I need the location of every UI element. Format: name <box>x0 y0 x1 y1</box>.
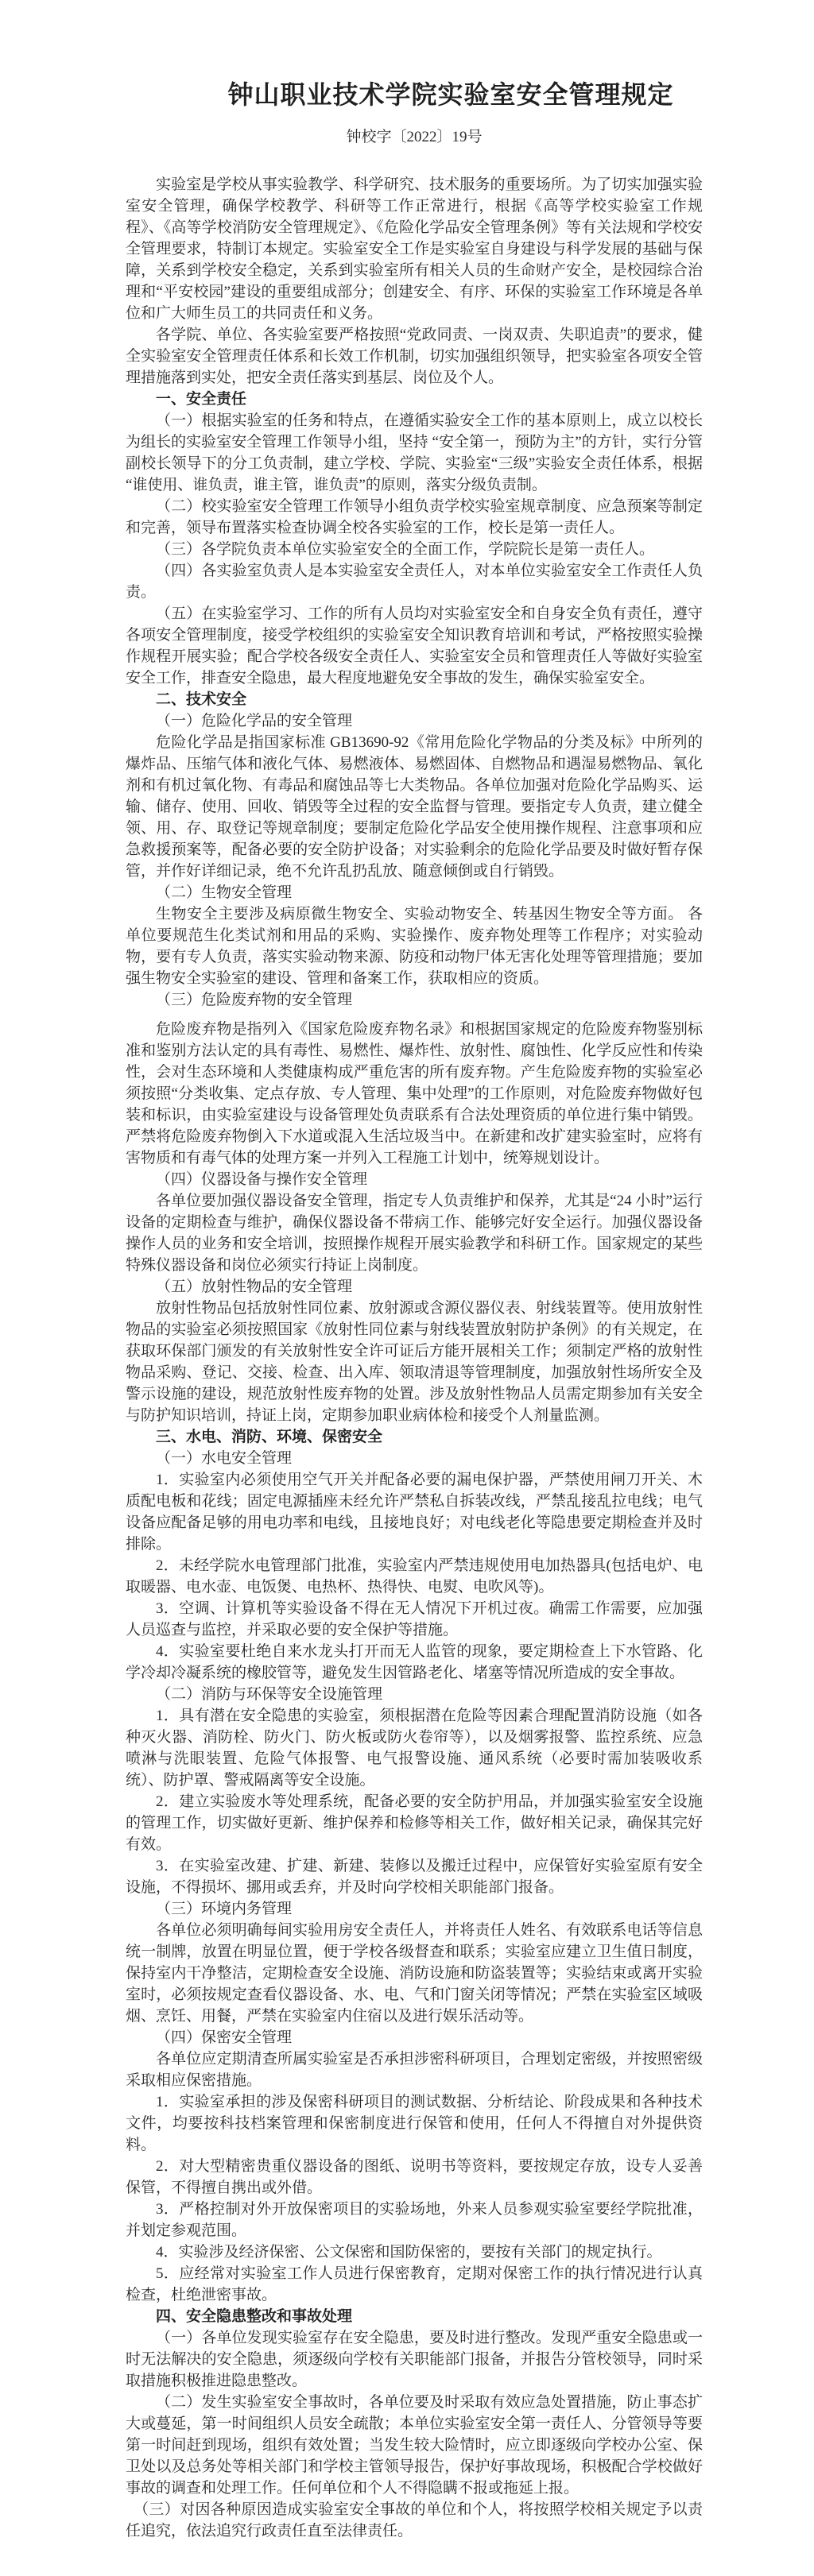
paragraph: 放射性物品包括放射性同位素、放射源或含源仪器仪表、射线装置等。使用放射性物品的实验室必须按照国家《放射性同位素与射线装置放射防护条例》的有关规定，在获取环保部门颁发的有关放射性安全许可证后方能开展相关工作；须制定严格的放射性物品采购、登记、交接、检查、出入库、领取清退等管理制度，加强放射性场所安全及警示设施的建设，规范放射性废弃物的处置。涉及放射性物品人员需定期参加有关安全与防护知识培训，持证上岗，定期参加职业病体检和接受个人剂量监测。 <box>126 1300 703 1424</box>
paragraph: 1．具有潜在安全隐患的实验室，须根据潜在危险等因素合理配置消防设施（如各种灭火器、消防栓、防火门、防火板或防火卷帘等），以及烟雾报警、监控系统、应急喷淋与洗眼装置、危险气体报警、电气报警设施、通风系统（必要时需加装吸收系统）、防护罩、警戒隔离等安全设施。 <box>126 1708 703 1789</box>
sub-heading: （二）生物安全管理 <box>156 884 293 901</box>
paragraph: （一）各单位发现实验室存在安全隐患，要及时进行整改。发现严重安全隐患或一时无法解决的安全隐患，须逐级向学校有关职能部门报备，并报告分管校领导，同时采取措施积极推进隐患整改。 <box>126 2330 703 2389</box>
sub-heading: （三）危险废弃物的安全管理 <box>156 992 353 1008</box>
sub-heading: （三）环境内务管理 <box>156 1901 293 1917</box>
section-heading: 一、安全责任 <box>156 391 247 408</box>
sub-heading: （四）仪器设备与操作安全管理 <box>156 1171 368 1188</box>
paragraph: 2．未经学院水电管理部门批准，实验室内严禁违规使用电加热器具(包括电炉、电取暖器、电水壶、电饭煲、电热杯、热得快、电熨、电吹风等)。 <box>126 1557 703 1595</box>
sub-heading: （二）消防与环保等安全设施管理 <box>156 1686 383 1703</box>
document-blocks <box>126 174 703 2542</box>
paragraph: 4．实验室要杜绝自来水龙头打开而无人监管的现象，要定期检查上下水管路、化学冷却冷凝系统的橡胶管等，避免发生因管路老化、堵塞等情况所造成的安全事故。 <box>126 1643 703 1681</box>
paragraph: 2．建立实验废水等处理系统，配备必要的安全防护用品，并加强实验室安全设施的管理工作，切实做好更新、维护保养和检修等相关工作，做好相关记录，确保其完好有效。 <box>126 1793 703 1853</box>
paragraph: （二）校实验室安全管理工作领导小组负责学校实验室规章制度、应急预案等制定和完善，领导布置落实检查协调全校各实验室的工作，校长是第一责任人。 <box>126 498 703 536</box>
sub-heading: （一）危险化学品的安全管理 <box>156 713 353 729</box>
paragraph: （二）发生实验室安全事故时，各单位要及时采取有效应急处置措施，防止事态扩大或蔓延，第一时间组织人员安全疏散；本单位实验室安全第一责任人、分管领导等要第一时间赶到现场，组织有效处置；当发生较大险情时，应立即逐级向学校办公室、保卫处以及总务处等相关部门和学校主管领导报告，保护好事故现场，积极配合学校做好事故的调查和处理工作。任何单位和个人不得隐瞒不报或拖延上报。 <box>126 2394 703 2497</box>
paragraph: （五）在实验室学习、工作的所有人员均对实验室安全和自身安全负有责任，遵守各项安全管理制度，接受学校组织的实验室安全知识教育培训和考试，严格按照实验操作规程开展实验；配合学校各级安全责任人、实验室安全员和管理责任人等做好实验室安全工作，排查安全隐患，最大程度地避免安全事故的发生，确保实验室安全。 <box>126 605 703 687</box>
sub-heading: （四）保密安全管理 <box>156 2029 293 2046</box>
paragraph: 5．应经常对实验室工作人员进行保密教育，定期对保密工作的执行情况进行认真检查，杜绝泄密事故。 <box>126 2265 703 2303</box>
paragraph: 4．实验涉及经济保密、公文保密和国防保密的，要按有关部门的规定执行。 <box>156 2244 662 2261</box>
paragraph: 危险废弃物是指列入《国家危险废弃物名录》和根据国家规定的危险废弃物鉴别标准和鉴别方法认定的具有毒性、易燃性、爆炸性、放射性、腐蚀性、化学反应性和传染性，会对生态环境和人类健康构成严重危害的所有废弃物。产生危险废弃物的实验室必须按照“分类收集、定点存放、专人管理、集中处理”的工作原则，对危险废弃物做好包装和标识，由实验室建设与设备管理处负责联系有合法处理资质的单位进行集中销毁。严禁将危险废弃物倒入下水道或混入生活垃圾当中。在新建和改扩建实验室时，应将有害物质和有毒气体的处理方案一并列入工程施工计划中，统筹规划设计。 <box>126 1021 703 1166</box>
document-content <box>126 77 703 2542</box>
section-heading: 三、水电、消防、环境、保密安全 <box>156 1429 383 1445</box>
paragraph: （三）各学院负责本单位实验室安全的全面工作，学院院长是第一责任人。 <box>156 541 655 558</box>
paragraph: 3．严格控制对外开放保密项目的实验场地，外来人员参观实验室要经学院批准，并划定参观范围。 <box>126 2201 703 2239</box>
sub-heading: （五）放射性物品的安全管理 <box>156 1278 353 1295</box>
document-number: 钟校字〔2022〕19号 <box>346 129 483 145</box>
paragraph: 各学院、单位、各实验室要严格按照“党政同责、一岗双责、失职追责”的要求，健全实验室安全管理责任体系和长效工作机制，切实加强组织领导，把实验室各项安全管理措施落到实处，把安全责任落实到基层、岗位及个人。 <box>126 327 703 386</box>
paragraph: （一）根据实验室的任务和特点，在遵循实验安全工作的基本原则上，成立以校长为组长的实验室安全管理工作领导小组，坚持 “安全第一，预防为主”的方针，实行分管副校长领导下的分工负责制，建立学校、学院、实验室“三级”实验安全责任体系，根据“谁使用、谁负责，谁主管，谁负责”的原则，落实分级负责制。 <box>126 412 703 493</box>
paragraph: 3．空调、计算机等实验设备不得在无人情况下开机过夜。确需工作需要，应加强人员巡查与监控，并采取必要的安全保护等措施。 <box>126 1600 703 1638</box>
paragraph: 生物安全主要涉及病原微生物安全、实验动物安全、转基因生物安全等方面。 各单位要规范生化类试剂和用品的采购、实验操作、废弃物处理等工作程序；对实验动物，要有专人负责，落实实验动物来源、防疫和动物尸体无害化处理等管理措施；要加强生物安全实验室的建设、管理和备案工作，获取相应的资质。 <box>126 906 703 987</box>
section-heading: 四、安全隐患整改和事故处理 <box>156 2308 353 2325</box>
paragraph: （四）各实验室负责人是本实验室安全责任人，对本单位实验室安全工作责任人负责。 <box>126 563 703 601</box>
paragraph: 2．对大型精密贵重仪器设备的图纸、说明书等资料，要按规定存放，设专人妥善保管，不得擅自携出或外借。 <box>126 2158 703 2196</box>
paragraph: 危险化学品是指国家标准 GB13690-92《常用危险化学物品的分类及标》中所列的爆炸品、压缩气体和液化气体、易燃液体、易燃固体、自燃物品和遇湿易燃物品、氧化剂和有机过氧化物、有毒品和腐蚀品等七大类物品。各单位加强对危险化学品购买、运输、储存、使用、回收、销毁等全过程的安全监督与管理。要指定专人负责，建立健全领、用、存、取登记等规章制度；要制定危险化学品安全使用操作规程、注意事项和应急救援预案等，配备必要的安全防护设备；对实验剩余的危险化学品要及时做好暂存保管，并作好详细记录，绝不允许乱扔乱放、随意倾倒或自行销毁。 <box>126 734 703 880</box>
section-heading: 二、技术安全 <box>156 691 247 708</box>
paragraph: 实验室是学校从事实验教学、科学研究、技术服务的重要场所。为了切实加强实验室安全管理，确保学校教学、科研等工作正常进行，根据《高等学校实验室工作规程》、《高等学校消防安全管理规定》、《危险化学品安全管理条例》等有关法规和学校安全管理要求，特制订本规定。实验室安全工作是实验室自身建设与科学发展的基础与保障，关系到学校安全稳定，关系到实验室所有相关人员的生命财产安全，是校园综合治理和“平安校园”建设的重要组成部分；创建安全、有序、环保的实验室工作环境是各单位和广大师生员工的共同责任和义务。 <box>126 176 703 322</box>
paragraph: 各单位应定期清查所属实验室是否承担涉密科研项目，合理划定密级，并按照密级采取相应保密措施。 <box>126 2051 703 2089</box>
sub-heading: （一）水电安全管理 <box>156 1450 293 1467</box>
paragraph: 3．在实验室改建、扩建、新建、装修以及搬迁过程中，应保管好实验室原有安全设施，不得损坏、挪用或丢弃，并及时向学校相关职能部门报备。 <box>126 1858 703 1896</box>
document-title: 钟山职业技术学院实验室安全管理规定 <box>227 80 674 109</box>
paragraph: 1．实验室承担的涉及保密科研项目的测试数据、分析结论、阶段成果和各种技术文件，均要按科技档案管理和保密制度进行保管和使用，任何人不得擅自对外提供资料。 <box>126 2094 703 2153</box>
paragraph: （三）对因各种原因造成实验室安全事故的单位和个人，将按照学校相关规定予以责任追究，依法追究行政责任直至法律责任。 <box>126 2501 703 2539</box>
paragraph: 各单位要加强仪器设备安全管理，指定专人负责维护和保养，尤其是“24 小时”运行设备的定期检查与维护，确保仪器设备不带病工作、能够完好安全运行。加强仪器设备操作人员的业务和安全培训，按照操作规程开展实验教学和科研工作。国家规定的某些特殊仪器设备和岗位必须实行持证上岗制度。 <box>126 1193 703 1274</box>
paragraph: 1．实验室内必须使用空气开关并配备必要的漏电保护器，严禁使用闸刀开关、木质配电板和花线；固定电源插座未经允许严禁私自拆装改线，严禁乱接乱拉电线；电气设备应配备足够的用电功率和电线，且接地良好；对电线老化等隐患要定期检查并及时排除。 <box>126 1472 703 1553</box>
paragraph: 各单位必须明确每间实验用房安全责任人，并将责任人姓名、有效联系电话等信息统一制牌，放置在明显位置，便于学校各级督查和联系；实验室应建立卫生值日制度，保持室内干净整洁，定期检查安全设施、消防设施和防盗装置等；实验结束或离开实验室时，必须按规定查看仪器设备、水、电、气和门窗关闭等情况；严禁在实验室区域吸烟、烹饪、用餐，严禁在实验室内住宿以及进行娱乐活动等。 <box>126 1922 703 2025</box>
